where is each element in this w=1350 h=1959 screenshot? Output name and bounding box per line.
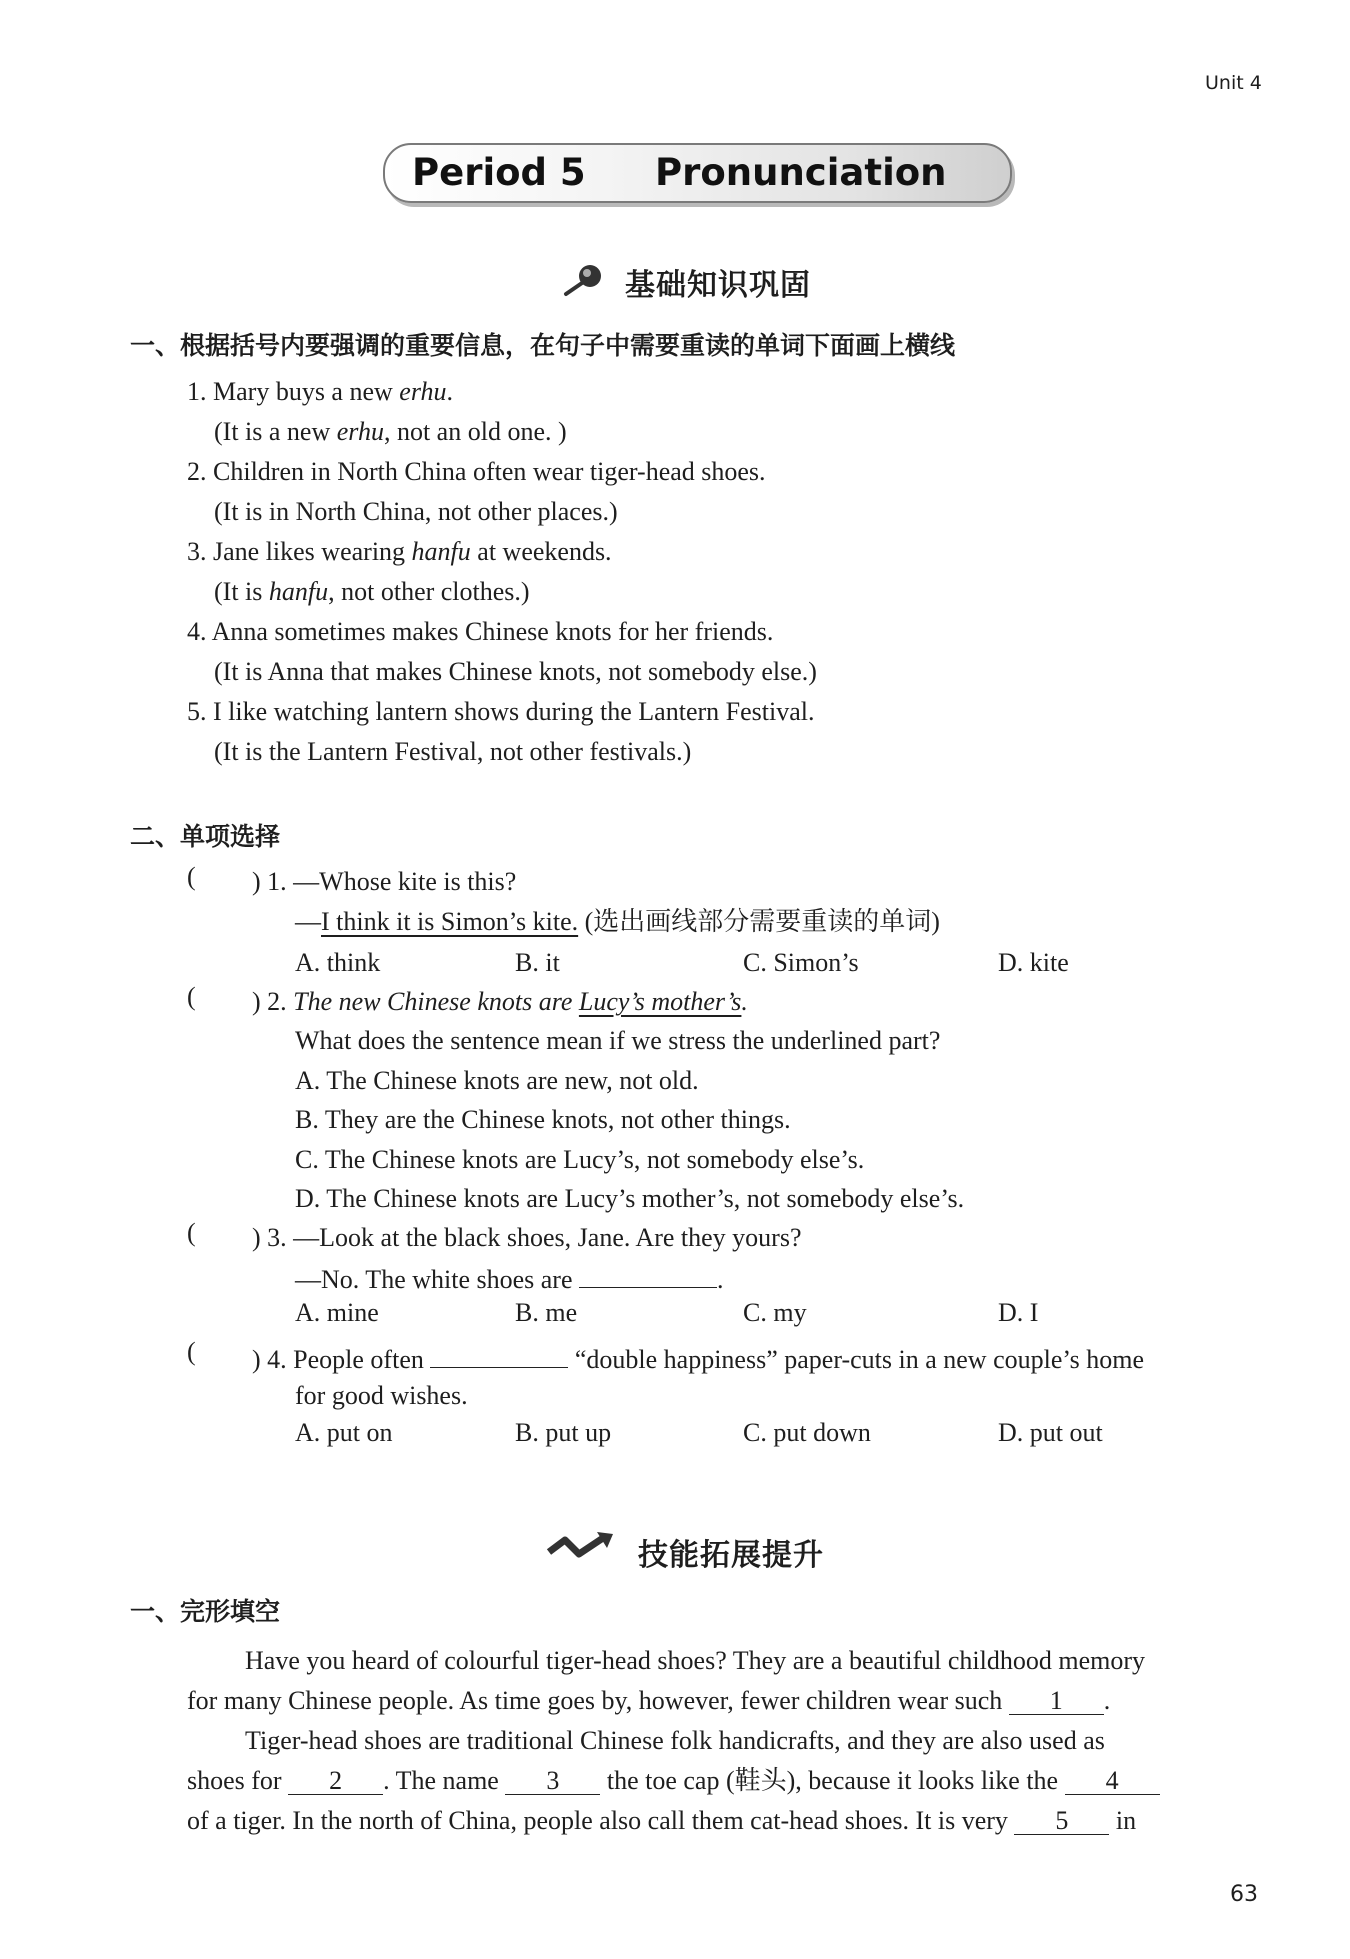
cloze-passage: [187, 1641, 1257, 1841]
question-3: ) 3. —Look at the black shoes, Jane. Are they yours?: [252, 1223, 802, 1252]
question-1: ) 1. —Whose kite is this?: [252, 867, 517, 896]
option-c[interactable]: C. put down: [743, 1418, 871, 1447]
answer-paren[interactable]: (: [187, 1337, 196, 1366]
option-b[interactable]: B. me: [515, 1298, 578, 1327]
list-item-note: (It is in North China, not other places.): [214, 497, 618, 526]
option-a[interactable]: A. mine: [295, 1298, 379, 1327]
answer-paren[interactable]: (: [187, 1218, 196, 1247]
cloze-blank-1[interactable]: 1: [1009, 1684, 1104, 1715]
option-c[interactable]: C. Simon’s: [743, 948, 859, 977]
list-item: 5. I like watching lantern shows during the Lantern Festival.: [187, 697, 815, 726]
answer-paren[interactable]: (: [187, 982, 196, 1011]
list-item-note: (It is hanfu, not other clothes.): [214, 577, 530, 606]
answer-blank[interactable]: [579, 1257, 717, 1288]
list-item: 3. Jane likes wearing hanfu at weekends.: [187, 537, 612, 566]
period-topic: Pronunciation: [655, 151, 947, 194]
list-item: 4. Anna sometimes makes Chinese knots for her friends.: [187, 617, 774, 646]
option-c[interactable]: C. The Chinese knots are Lucy’s, not somebody else’s.: [295, 1145, 865, 1174]
cloze-blank-5[interactable]: 5: [1014, 1804, 1109, 1835]
trend-up-icon: [545, 1530, 617, 1569]
cloze-line: for many Chinese people. As time goes by, however, fewer children wear such 1 .: [187, 1686, 1111, 1715]
list-item-note: (It is the Lantern Festival, not other festivals.): [214, 737, 692, 766]
question-2: ) 2. The new Chinese knots are Lucy’s mother’s.: [252, 987, 748, 1016]
unit-label: Unit 4: [1205, 72, 1262, 94]
cloze-line: of a tiger. In the north of China, people also call them cat-head shoes. It is very 5 in: [187, 1806, 1137, 1835]
cloze-instruction: 一、完形填空: [130, 1597, 281, 1626]
question-4: ) 4. People often “double happiness” paper-cuts in a new couple’s home: [252, 1337, 1144, 1380]
section-skills-title: 技能拓展提升: [638, 1538, 824, 1573]
stress-exercise-list: [187, 372, 817, 772]
option-d[interactable]: D. The Chinese knots are Lucy’s mother’s, not somebody else’s.: [295, 1184, 965, 1213]
part-a-instruction: 一、根据括号内要强调的重要信息，在句子中需要重读的单词下面画上横线: [130, 331, 956, 360]
cloze-line: Tiger-head shoes are traditional Chinese folk handicrafts, and they are also used as: [245, 1726, 1105, 1755]
question-3-sentence: —No. The white shoes are .: [295, 1257, 724, 1300]
option-d[interactable]: D. put out: [998, 1418, 1103, 1447]
page-number: 63: [1230, 1882, 1258, 1907]
list-item-note: (It is Anna that makes Chinese knots, not somebody else.): [214, 657, 817, 686]
list-item-note: (It is a new erhu, not an old one. ): [214, 417, 567, 446]
answer-paren[interactable]: (: [187, 862, 196, 891]
option-a[interactable]: A. think: [295, 948, 381, 977]
question-2-prompt: What does the sentence mean if we stress the underlined part?: [295, 1026, 941, 1055]
option-a[interactable]: A. The Chinese knots are new, not old.: [295, 1066, 699, 1095]
option-b[interactable]: B. They are the Chinese knots, not other things.: [295, 1105, 791, 1134]
option-a[interactable]: A. put on: [295, 1418, 393, 1447]
cloze-blank-3[interactable]: 3: [505, 1764, 600, 1795]
cloze-line: shoes for 2 . The name 3 the toe cap (鞋头), because it looks like the 4: [187, 1761, 1257, 1801]
part-b-instruction: 二、单项选择: [130, 822, 281, 851]
option-b[interactable]: B. put up: [515, 1418, 612, 1447]
magnifier-icon: [560, 258, 608, 305]
period-banner: [383, 143, 1012, 203]
list-item: 1. Mary buys a new erhu.: [187, 377, 453, 406]
answer-blank[interactable]: [430, 1337, 568, 1368]
cloze-line: Have you heard of colourful tiger-head shoes? They are a beautiful childhood memory: [245, 1646, 1146, 1675]
option-d[interactable]: D. I: [998, 1298, 1039, 1327]
question-1-sentence: —I think it is Simon’s kite. (选出画线部分需要重读的单词): [295, 907, 940, 936]
list-item: 2. Children in North China often wear tiger-head shoes.: [187, 457, 766, 486]
option-c[interactable]: C. my: [743, 1298, 807, 1327]
question-4-continued: for good wishes.: [295, 1381, 468, 1410]
cloze-blank-2[interactable]: 2: [288, 1764, 383, 1795]
section-basic-title: 基础知识巩固: [625, 268, 811, 303]
cloze-blank-4[interactable]: 4: [1065, 1764, 1160, 1795]
option-d[interactable]: D. kite: [998, 948, 1069, 977]
option-b[interactable]: B. it: [515, 948, 560, 977]
period-number: Period 5: [412, 151, 586, 194]
